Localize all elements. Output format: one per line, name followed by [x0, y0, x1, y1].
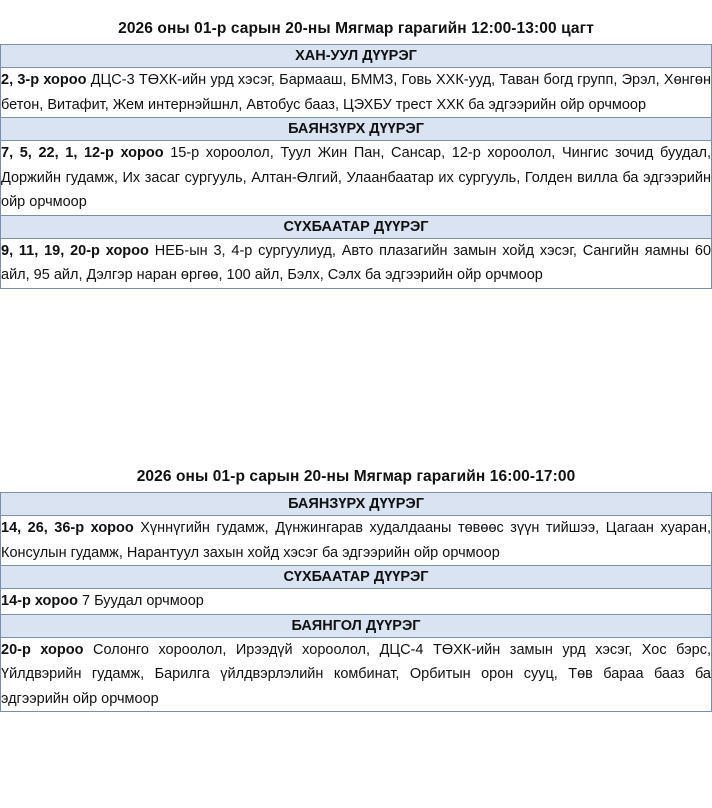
- district-header: БАЯНЗҮРХ ДҮҮРЭГ: [1, 118, 712, 141]
- khoroo-label: 14, 26, 36-р хороо: [1, 520, 134, 536]
- district-areas: [1, 141, 712, 216]
- district-header: ХАН-УУЛ ДҮҮРЭГ: [1, 45, 712, 68]
- schedule-table: [0, 44, 712, 289]
- district-header: СҮХБААТАР ДҮҮРЭГ: [1, 215, 712, 238]
- khoroo-label: 9, 11, 19, 20-р хороо: [1, 242, 149, 259]
- khoroo-label: 2, 3-р хороо: [1, 72, 87, 88]
- district-areas: [1, 637, 712, 712]
- district-header: БАЯНГОЛ ДҮҮРЭГ: [1, 614, 712, 637]
- district-areas: [1, 238, 712, 288]
- khoroo-label: 7, 5, 22, 1, 12-р хороо: [1, 145, 164, 161]
- schedule-section-1: [0, 14, 712, 289]
- district-areas: [1, 516, 712, 566]
- khoroo-label: 20-р хороо: [1, 641, 84, 658]
- area-list: НЕБ-ын 3, 4-р сургуулиуд, Авто плазагийн замын хойд хэсэг, Сангийн яамны 60 айл, 95 айл, Дэлгэр наран өргөө, 100 айл, Бэлх, Сэлх ба эдгээрийн ойр орчмоор: [1, 242, 712, 283]
- schedule-section-2: [0, 462, 712, 712]
- section-title: 2026 оны 01-р сарын 20-ны Мягмар гарагийн 16:00-17:00: [136, 468, 576, 485]
- district-areas: [1, 68, 712, 118]
- area-list: ДЦС-3 ТӨХК-ийн урд хэсэг, Бармааш, БММЗ, Говь ХХК-ууд, Таван богд групп, Эрэл, Хөнгөн бетон, Витафит, Жем интернэйшнл, Автобус бааз, ЦЭХБУ трест ХХК ба эдгээрийн ойр орчмоор: [1, 72, 711, 113]
- district-areas: [1, 589, 712, 615]
- area-list: 7 Буудал орчмоор: [82, 593, 204, 609]
- district-header: БАЯНЗҮРХ ДҮҮРЭГ: [1, 493, 712, 516]
- area-list: 15-р хороолол, Туул Жин Пан, Сансар, 12-р хороолол, Чингис зочид буудал, Доржийн гудамж, Их засаг сургууль, Алтан-Өлгий, Улаанбаатар их сургууль, Голден вилла ба эдгээрийн ойр орчмоор: [1, 145, 711, 210]
- district-header: СҮХБААТАР ДҮҮРЭГ: [1, 566, 712, 589]
- khoroo-label: 14-р хороо: [1, 593, 78, 609]
- schedule-table: [0, 492, 712, 712]
- section-title: 2026 оны 01-р сарын 20-ны Мягмар гарагийн 12:00-13:00 цагт: [118, 20, 594, 37]
- area-list: Солонго хороолол, Ирээдүй хороолол, ДЦС-4 ТӨХК-ийн замын урд хэсэг, Хос бэрс, Үйлдвэрийн гудамж, Барилга үйлдвэрлэлийн комбинат, Орбитын орон сууц, Төв бараа бааз ба эдгээрийн ойр орчмоор: [1, 641, 711, 707]
- area-list: Хүннүгийн гудамж, Дүнжингарав худалдааны төвөөс зүүн тийшээ, Цагаан хуаран, Консулын гудамж, Нарантуул захын хойд хэсэг ба эдгээрийн ойр орчмоор: [1, 520, 711, 561]
